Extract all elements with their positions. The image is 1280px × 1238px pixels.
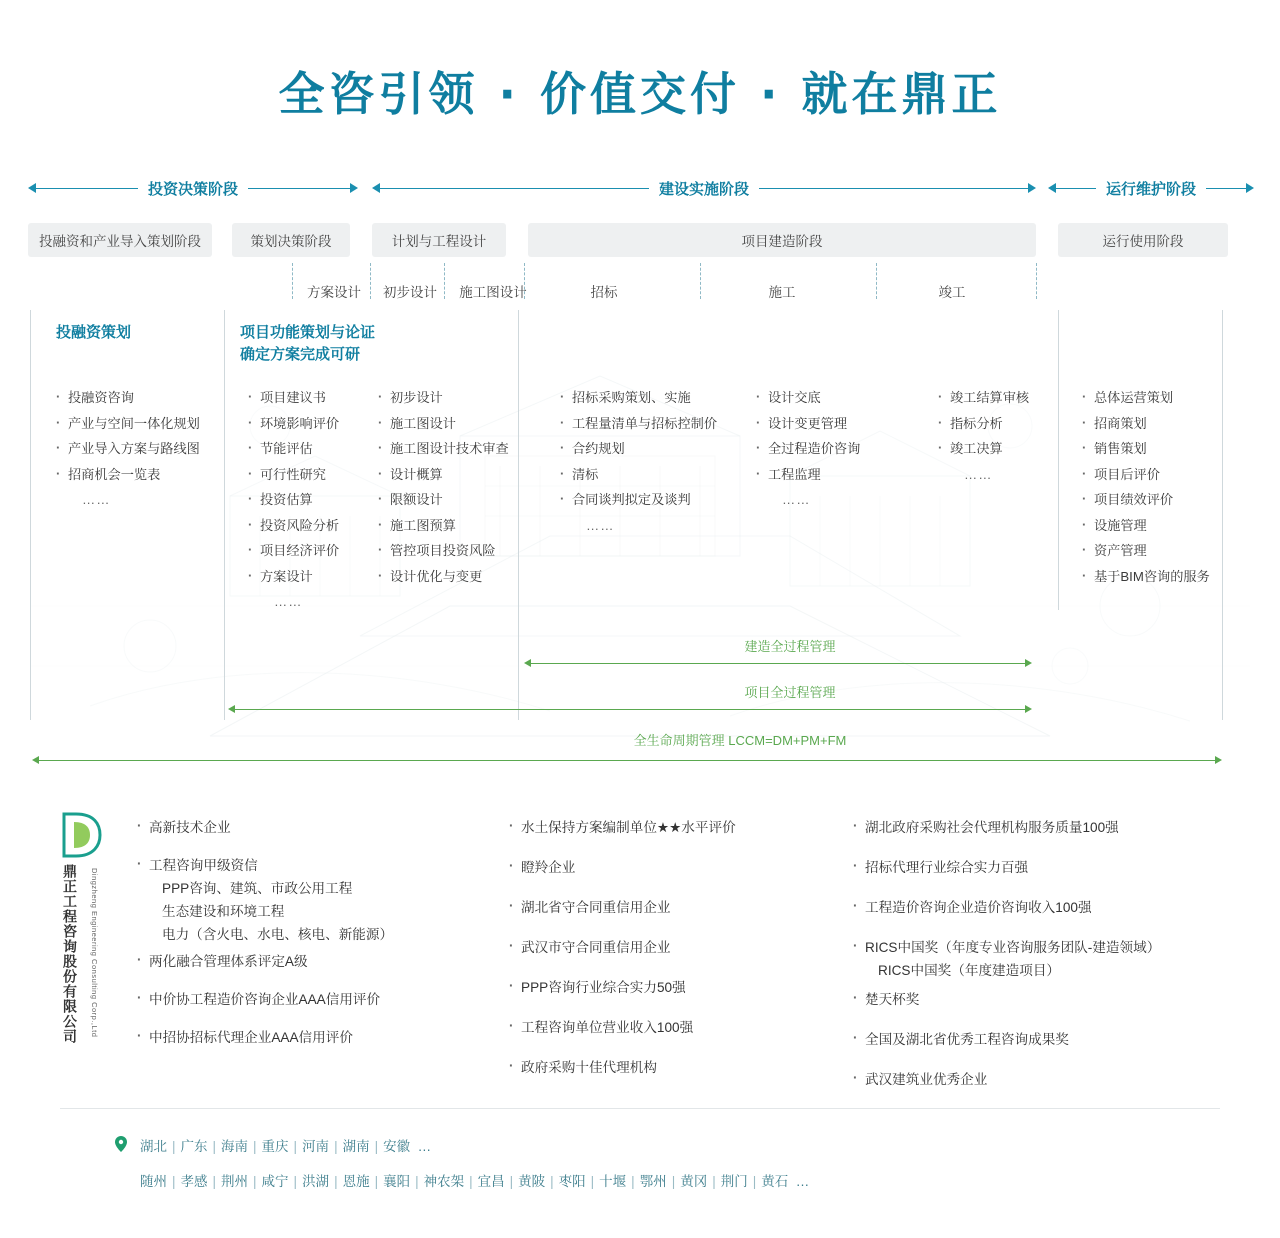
arrow-left-cap xyxy=(524,659,531,667)
list-item: · 工程量清单与招标控制价 xyxy=(560,411,717,437)
ellipsis: …… xyxy=(82,492,111,507)
footer-divider xyxy=(60,1108,1220,1109)
separator: | xyxy=(293,1174,298,1189)
list-item: · 可行性研究 xyxy=(248,462,339,488)
list-item: · 设计概算 xyxy=(378,462,509,488)
list-item: · 武汉建筑业优秀企业 xyxy=(852,1070,1160,1089)
city[interactable]: 黄石 xyxy=(761,1174,789,1189)
separator: | xyxy=(334,1139,338,1154)
list-item: · 设施管理 xyxy=(1082,513,1210,539)
column-divider xyxy=(224,310,225,720)
list-item-sub: 电力（含火电、水电、核电、新能源） xyxy=(162,927,394,942)
city[interactable]: 襄阳 xyxy=(383,1174,411,1189)
arrow-line xyxy=(39,760,1215,761)
separator: | xyxy=(212,1174,217,1189)
stage-label: 计划与工程设计 xyxy=(391,234,487,249)
substage-construction: 施工 xyxy=(768,285,796,300)
list-item xyxy=(136,856,393,944)
city[interactable]: 荆州 xyxy=(221,1174,249,1189)
credentials-column-1 xyxy=(136,818,393,1066)
ellipsis: …… xyxy=(274,594,303,609)
ellipsis: …… xyxy=(964,466,993,482)
arrow-left-cap xyxy=(32,756,39,764)
arrow-line xyxy=(531,663,1025,664)
arrow-line xyxy=(248,188,350,189)
list-item: · 初步设计 xyxy=(378,385,509,411)
city[interactable]: 鄂州 xyxy=(639,1174,667,1189)
separator: | xyxy=(212,1139,217,1154)
list-item: · 管控项目投资风险 xyxy=(378,538,509,564)
substage-bidding: 招标 xyxy=(590,285,618,300)
column-heading-line1: 项目功能策划与论证 xyxy=(240,324,376,341)
stage-box-project-construction[interactable] xyxy=(528,223,1036,257)
list-item: · 招标代理行业综合实力百强 xyxy=(852,858,1160,877)
substage-scheme-design: 方案设计 xyxy=(307,285,361,300)
list-item: · 施工图预算 xyxy=(378,513,509,539)
separator: | xyxy=(469,1174,473,1189)
dashed-divider xyxy=(700,263,701,299)
arrow-right-cap xyxy=(1246,183,1254,193)
arrow-right-cap xyxy=(350,183,358,193)
city[interactable]: 黄陂 xyxy=(518,1174,546,1189)
list-item: · PPP咨询行业综合实力50强 xyxy=(508,978,736,997)
province-more[interactable]: … xyxy=(417,1139,432,1154)
bullet-column-operation xyxy=(1082,385,1210,589)
management-label-construction-process: 建造全过程管理 xyxy=(744,639,836,654)
list-item: · 环境影响评价 xyxy=(248,411,339,437)
list-item: · 节能评估 xyxy=(248,436,339,462)
arrow-left-cap xyxy=(1048,183,1056,193)
province[interactable]: 重庆 xyxy=(261,1139,289,1154)
city[interactable]: 恩施 xyxy=(342,1174,370,1189)
phase-arrow-bar xyxy=(0,176,1280,202)
city[interactable]: 洪湖 xyxy=(302,1174,330,1189)
substage-completion: 竣工 xyxy=(938,285,966,300)
logo-name-cn: 鼎正工程咨询股份有限公司 xyxy=(62,864,78,1044)
location-pin-icon xyxy=(115,1136,127,1152)
list-item: · 施工图设计 xyxy=(378,411,509,437)
list-item: · 工程监理 xyxy=(756,462,860,488)
column-divider xyxy=(518,310,519,720)
arrow-line xyxy=(380,188,649,189)
column-heading-financing: 投融资策划 xyxy=(56,324,132,341)
bullet-column-financing xyxy=(56,385,200,513)
list-item-label: RICS中国奖（年度专业咨询服务团队-建造领域） xyxy=(865,940,1161,955)
column-divider xyxy=(1222,310,1223,720)
province[interactable]: 湖北 xyxy=(140,1139,167,1154)
list-item: · 方案设计 xyxy=(248,564,339,590)
city[interactable]: 孝感 xyxy=(180,1174,208,1189)
arrow-line xyxy=(235,709,1025,710)
list-item: · 设计优化与变更 xyxy=(378,564,509,590)
list-item: · 项目经济评价 xyxy=(248,538,339,564)
separator: | xyxy=(374,1139,379,1154)
dashed-divider xyxy=(1036,263,1037,299)
list-item-sub: 生态建设和环境工程 xyxy=(162,904,285,919)
separator: | xyxy=(631,1174,635,1189)
phase-label: 投资决策阶段 xyxy=(148,180,239,198)
list-item: · 瞪羚企业 xyxy=(508,858,736,877)
list-item: · 全过程造价咨询 xyxy=(756,436,860,462)
list-item: · 湖北政府采购社会代理机构服务质量100强 xyxy=(852,818,1160,837)
company-logo xyxy=(60,812,120,1077)
list-item: · 招商策划 xyxy=(1082,411,1210,437)
list-item: · 竣工决算 xyxy=(938,436,1029,462)
phase-label: 建设实施阶段 xyxy=(659,180,750,198)
phase-label: 运行维护阶段 xyxy=(1106,180,1197,198)
list-item: · 产业与空间一体化规划 xyxy=(56,411,200,437)
list-item: · 武汉市守合同重信用企业 xyxy=(508,938,736,957)
list-item: · 高新技术企业 xyxy=(136,818,393,837)
separator: | xyxy=(550,1174,554,1189)
bullet-column-bidding xyxy=(560,385,717,538)
list-item: · 投资风险分析 xyxy=(248,513,339,539)
stage-box-plan-design[interactable] xyxy=(372,223,506,257)
column-divider xyxy=(30,310,31,720)
page-title: 全咨引领 · 价值交付 · 就在鼎正 xyxy=(278,67,1002,121)
management-arrow-project-process xyxy=(228,701,1032,717)
arrow-right-cap xyxy=(1025,705,1032,713)
dashed-divider xyxy=(876,263,877,299)
stage-label: 运行使用阶段 xyxy=(1102,234,1184,249)
list-item: · 招标采购策划、实施 xyxy=(560,385,717,411)
list-item: · 楚天杯奖 xyxy=(852,990,1160,1009)
city[interactable]: 枣阳 xyxy=(558,1174,586,1189)
list-item: · 合约规划 xyxy=(560,436,717,462)
separator: | xyxy=(253,1174,257,1189)
separator: | xyxy=(253,1139,257,1154)
dashed-divider xyxy=(444,263,445,299)
list-item: · 招商机会一览表 xyxy=(56,462,200,488)
separator: | xyxy=(293,1139,298,1154)
stage-box-operation-use[interactable] xyxy=(1058,223,1228,257)
arrow-line xyxy=(759,188,1028,189)
management-label-lifecycle: 全生命周期管理 LCCM=DM+PM+FM xyxy=(633,733,847,748)
province[interactable]: 湖南 xyxy=(342,1139,370,1154)
stage-box-financing-planning[interactable] xyxy=(28,223,212,257)
footer-cities xyxy=(140,1170,809,1190)
list-item xyxy=(852,938,1160,980)
list-item: · 全国及湖北省优秀工程咨询成果奖 xyxy=(852,1030,1160,1049)
list-item: · 设计变更管理 xyxy=(756,411,860,437)
column-divider xyxy=(1058,310,1059,610)
arrow-left-cap xyxy=(228,705,235,713)
stage-label: 项目建造阶段 xyxy=(741,234,823,249)
credentials-column-2 xyxy=(508,818,736,1096)
list-item: · 产业导入方案与路线图 xyxy=(56,436,200,462)
phase-arrow-investment xyxy=(28,176,358,200)
city[interactable]: 黄冈 xyxy=(680,1174,708,1189)
credentials-column-3 xyxy=(852,818,1160,1108)
dashed-divider xyxy=(292,263,293,299)
logo-mark-icon xyxy=(60,812,104,856)
stage-box-decision-planning[interactable] xyxy=(232,223,350,257)
list-item: · 基于BIM咨询的服务 xyxy=(1082,564,1210,590)
phase-arrow-construction xyxy=(372,176,1036,200)
list-item: · 设计交底 xyxy=(756,385,860,411)
column-heading-function-planning xyxy=(240,322,375,366)
list-item: · 工程咨询单位营业收入100强 xyxy=(508,1018,736,1037)
list-item: · 项目绩效评价 xyxy=(1082,487,1210,513)
column-heading-line2: 确定方案完成可研 xyxy=(240,346,361,363)
city[interactable]: 随州 xyxy=(140,1174,167,1189)
list-item: · 总体运营策划 xyxy=(1082,385,1210,411)
management-label-project-process: 项目全过程管理 xyxy=(744,685,836,700)
province[interactable]: 海南 xyxy=(221,1139,249,1154)
list-item: · 投资估算 xyxy=(248,487,339,513)
list-item: · 投融资咨询 xyxy=(56,385,200,411)
separator: | xyxy=(172,1139,176,1154)
separator: | xyxy=(334,1174,338,1189)
arrow-line xyxy=(36,188,138,189)
list-item: · 限额设计 xyxy=(378,487,509,513)
list-item: · 指标分析 xyxy=(938,411,1029,437)
separator: | xyxy=(374,1174,379,1189)
province[interactable]: 河南 xyxy=(302,1139,330,1154)
logo-name-en: Dingzheng Engineering Consulting Corp.,Ltd xyxy=(90,868,99,1038)
list-item: · 施工图设计技术审查 xyxy=(378,436,509,462)
list-item: · 水土保持方案编制单位★★水平评价 xyxy=(508,818,736,837)
separator: | xyxy=(752,1174,757,1189)
city[interactable]: 宜昌 xyxy=(477,1174,505,1189)
arrow-right-cap xyxy=(1028,183,1036,193)
province[interactable]: 安徽 xyxy=(383,1139,411,1154)
management-arrow-construction-process xyxy=(524,655,1032,671)
list-item: · 资产管理 xyxy=(1082,538,1210,564)
separator: | xyxy=(172,1174,176,1189)
list-item: · 销售策划 xyxy=(1082,436,1210,462)
bullet-column-design xyxy=(378,385,509,589)
bullet-column-construction xyxy=(756,385,860,513)
list-item: · 两化融合管理体系评定A级 xyxy=(136,952,393,971)
list-item: · 清标 xyxy=(560,462,717,488)
ellipsis: …… xyxy=(586,517,615,533)
list-item: · 中价协工程造价咨询企业AAA信用评价 xyxy=(136,990,393,1009)
list-item-label: 工程咨询甲级资信 xyxy=(149,858,258,873)
list-item: · 中招协招标代理企业AAA信用评价 xyxy=(136,1028,393,1047)
list-item-sub: PPP咨询、建筑、市政公用工程 xyxy=(162,881,353,896)
bullet-column-completion xyxy=(938,385,1029,487)
separator: | xyxy=(671,1174,676,1189)
arrow-left-cap xyxy=(28,183,36,193)
city[interactable]: 咸宁 xyxy=(261,1174,289,1189)
list-item: · 湖北省守合同重信用企业 xyxy=(508,898,736,917)
substage-construction-drawing-design: 施工图设计 xyxy=(459,285,527,300)
bullet-column-function-planning xyxy=(248,385,339,615)
phase-arrow-operation xyxy=(1048,176,1254,200)
list-item-sub: RICS中国奖（年度建造项目） xyxy=(878,963,1061,978)
city-more[interactable]: … xyxy=(795,1174,810,1189)
list-item: · 项目后评价 xyxy=(1082,462,1210,488)
list-item: · 工程造价咨询企业造价咨询收入100强 xyxy=(852,898,1160,917)
list-item: · 合同谈判拟定及谈判 xyxy=(560,487,717,513)
management-arrow-lifecycle xyxy=(32,752,1222,768)
arrow-line xyxy=(1056,188,1096,189)
stage-label: 投融资和产业导入策划阶段 xyxy=(39,234,201,249)
city[interactable]: 十堰 xyxy=(599,1174,627,1189)
dashed-divider xyxy=(370,263,371,299)
separator: | xyxy=(415,1174,419,1189)
substage-preliminary-design: 初步设计 xyxy=(383,285,437,300)
arrow-line xyxy=(1206,188,1246,189)
province[interactable]: 广东 xyxy=(180,1139,208,1154)
footer-provinces xyxy=(140,1135,431,1155)
city[interactable]: 荆门 xyxy=(720,1174,748,1189)
stage-label: 策划决策阶段 xyxy=(250,234,332,249)
separator: | xyxy=(509,1174,514,1189)
list-item: · 竣工结算审核 xyxy=(938,385,1029,411)
ellipsis: …… xyxy=(782,492,811,507)
separator: | xyxy=(712,1174,716,1189)
arrow-right-cap xyxy=(1025,659,1032,667)
list-item: · 项目建议书 xyxy=(248,385,339,411)
arrow-left-cap xyxy=(372,183,380,193)
separator: | xyxy=(590,1174,595,1189)
list-item: · 政府采购十佳代理机构 xyxy=(508,1058,736,1077)
arrow-right-cap xyxy=(1215,756,1222,764)
city[interactable]: 神农架 xyxy=(423,1174,465,1189)
